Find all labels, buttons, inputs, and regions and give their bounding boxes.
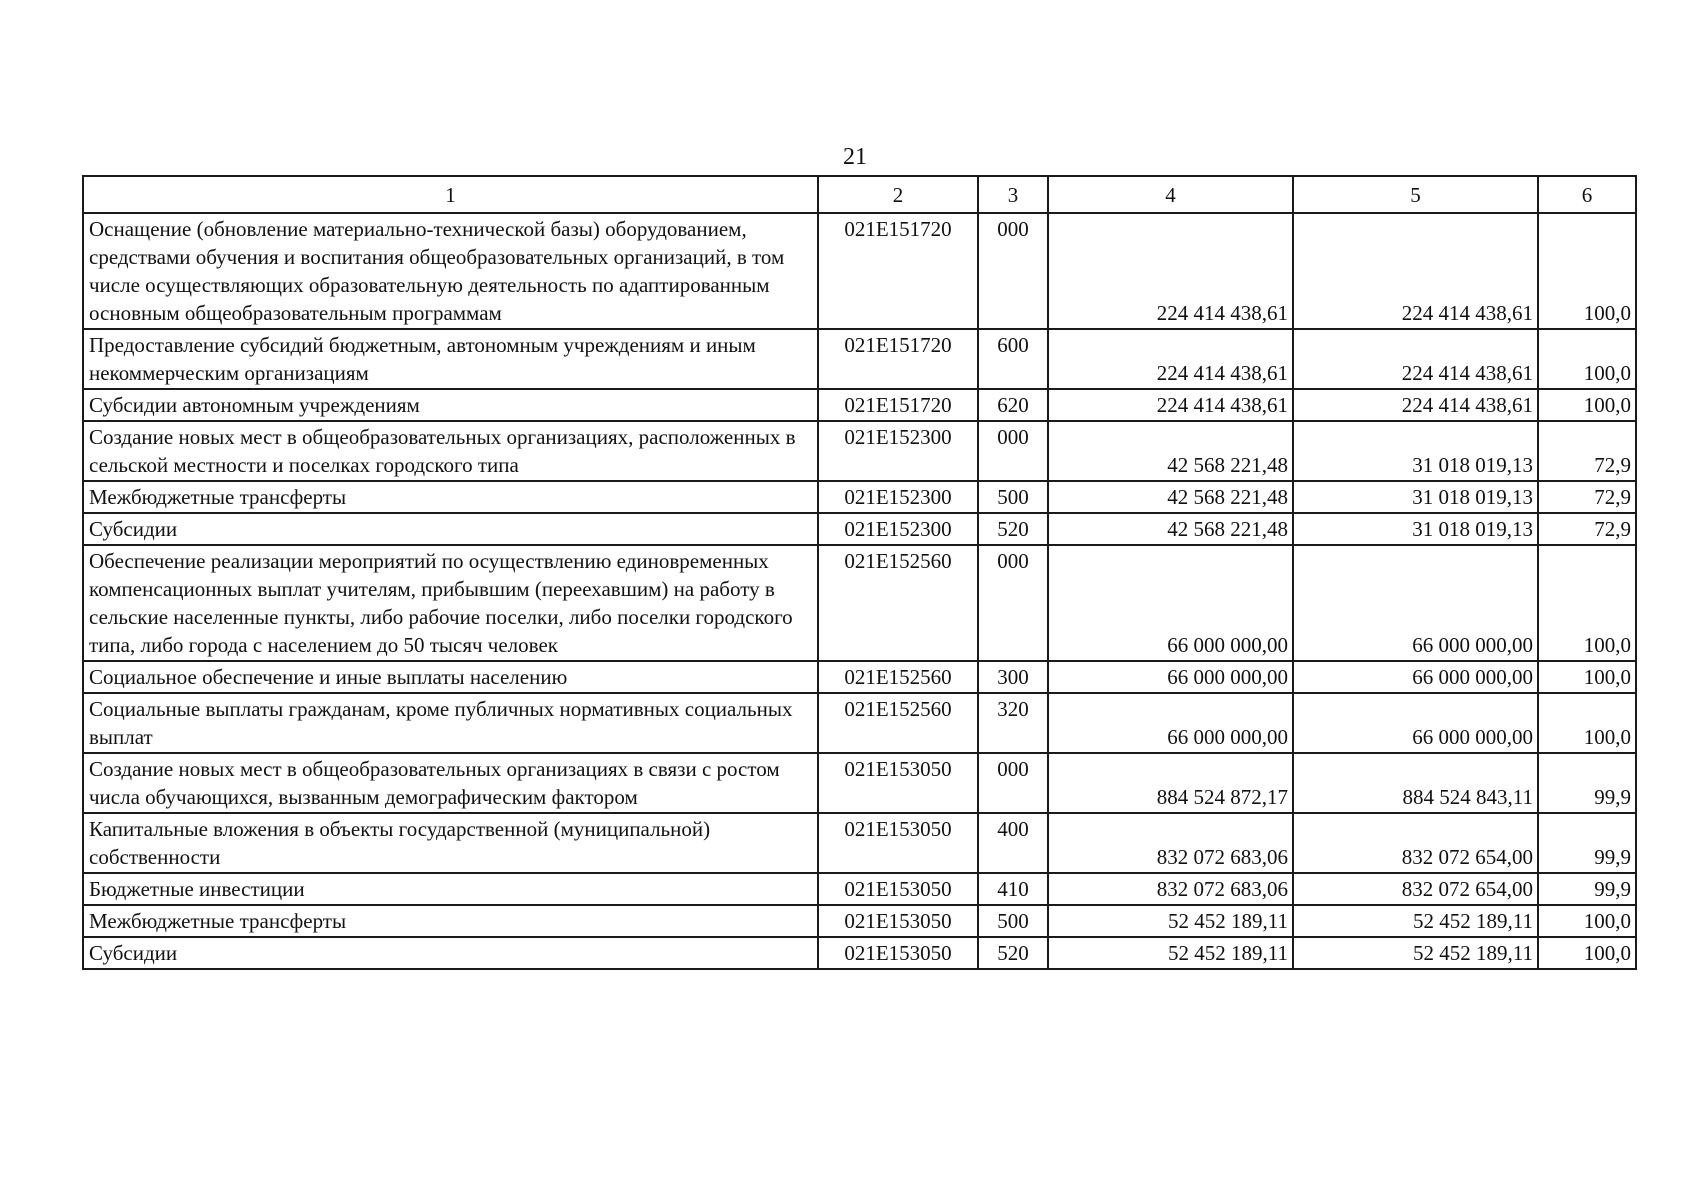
table-row <box>83 389 1636 421</box>
actual-amount: 884 524 843,11 <box>1293 753 1538 813</box>
column-header-1: 1 <box>83 176 818 213</box>
target-article-code: 021E153050 <box>818 937 978 969</box>
table-row <box>83 329 1636 389</box>
target-article-code: 021E151720 <box>818 389 978 421</box>
table-row <box>83 813 1636 873</box>
planned-amount: 224 414 438,61 <box>1048 389 1293 421</box>
execution-percent: 100,0 <box>1538 661 1636 693</box>
actual-amount: 66 000 000,00 <box>1293 693 1538 753</box>
table-row <box>83 937 1636 969</box>
execution-percent: 100,0 <box>1538 937 1636 969</box>
actual-amount: 224 414 438,61 <box>1293 389 1538 421</box>
target-article-code: 021E151720 <box>818 213 978 329</box>
table-row <box>83 905 1636 937</box>
expense-description: Межбюджетные трансферты <box>83 481 818 513</box>
expense-description: Субсидии <box>83 937 818 969</box>
actual-amount: 31 018 019,13 <box>1293 421 1538 481</box>
table-row <box>83 693 1636 753</box>
expense-description: Межбюджетные трансферты <box>83 905 818 937</box>
planned-amount: 52 452 189,11 <box>1048 905 1293 937</box>
target-article-code: 021E152300 <box>818 513 978 545</box>
table-row <box>83 661 1636 693</box>
execution-percent: 72,9 <box>1538 421 1636 481</box>
execution-percent: 100,0 <box>1538 389 1636 421</box>
expense-type-code: 600 <box>978 329 1048 389</box>
planned-amount: 884 524 872,17 <box>1048 753 1293 813</box>
expense-type-code: 000 <box>978 213 1048 329</box>
actual-amount: 31 018 019,13 <box>1293 513 1538 545</box>
target-article-code: 021E152300 <box>818 421 978 481</box>
planned-amount: 42 568 221,48 <box>1048 421 1293 481</box>
expense-description: Создание новых мест в общеобразовательных организациях, расположенных в сельской местности и поселках городского типа <box>83 421 818 481</box>
target-article-code: 021E152560 <box>818 661 978 693</box>
expense-description: Бюджетные инвестиции <box>83 873 818 905</box>
expense-type-code: 500 <box>978 481 1048 513</box>
expense-description: Обеспечение реализации мероприятий по осуществлению единовременных компенсационных выплат учителям, прибывшим (переехавшим) на работу в сельские населенные пункты, либо рабочие поселки, либо поселки городского типа, либо города с населением до 50 тысяч человек <box>83 545 818 661</box>
actual-amount: 224 414 438,61 <box>1293 213 1538 329</box>
target-article-code: 021E152560 <box>818 545 978 661</box>
expense-type-code: 400 <box>978 813 1048 873</box>
table-row <box>83 481 1636 513</box>
expense-description: Социальное обеспечение и иные выплаты населению <box>83 661 818 693</box>
column-header-3: 3 <box>978 176 1048 213</box>
expense-description: Субсидии автономным учреждениям <box>83 389 818 421</box>
table-row <box>83 213 1636 329</box>
target-article-code: 021E152300 <box>818 481 978 513</box>
column-header-5: 5 <box>1293 176 1538 213</box>
expense-type-code: 300 <box>978 661 1048 693</box>
actual-amount: 52 452 189,11 <box>1293 905 1538 937</box>
planned-amount: 42 568 221,48 <box>1048 481 1293 513</box>
execution-percent: 100,0 <box>1538 905 1636 937</box>
execution-percent: 99,9 <box>1538 753 1636 813</box>
column-number-header-row <box>83 176 1636 213</box>
expense-description: Социальные выплаты гражданам, кроме публичных нормативных социальных выплат <box>83 693 818 753</box>
expense-description: Оснащение (обновление материально-технической базы) оборудованием, средствами обучения и воспитания общеобразовательных организаций, в том числе осуществляющих образовательную деятельность по адаптированным основным общеобразовательным программам <box>83 213 818 329</box>
actual-amount: 52 452 189,11 <box>1293 937 1538 969</box>
budget-execution-table <box>82 175 1637 970</box>
execution-percent: 72,9 <box>1538 513 1636 545</box>
expense-type-code: 520 <box>978 937 1048 969</box>
table-row <box>83 753 1636 813</box>
actual-amount: 66 000 000,00 <box>1293 545 1538 661</box>
page-number: 21 <box>843 144 867 170</box>
target-article-code: 021E153050 <box>818 873 978 905</box>
actual-amount: 66 000 000,00 <box>1293 661 1538 693</box>
expense-type-code: 320 <box>978 693 1048 753</box>
expense-description: Капитальные вложения в объекты государственной (муниципальной) собственности <box>83 813 818 873</box>
actual-amount: 31 018 019,13 <box>1293 481 1538 513</box>
planned-amount: 224 414 438,61 <box>1048 329 1293 389</box>
target-article-code: 021E152560 <box>818 693 978 753</box>
table-row <box>83 421 1636 481</box>
planned-amount: 66 000 000,00 <box>1048 693 1293 753</box>
table-row <box>83 545 1636 661</box>
planned-amount: 52 452 189,11 <box>1048 937 1293 969</box>
execution-percent: 100,0 <box>1538 213 1636 329</box>
execution-percent: 99,9 <box>1538 813 1636 873</box>
execution-percent: 99,9 <box>1538 873 1636 905</box>
execution-percent: 72,9 <box>1538 481 1636 513</box>
table-row <box>83 513 1636 545</box>
planned-amount: 66 000 000,00 <box>1048 545 1293 661</box>
column-header-2: 2 <box>818 176 978 213</box>
execution-percent: 100,0 <box>1538 329 1636 389</box>
planned-amount: 224 414 438,61 <box>1048 213 1293 329</box>
planned-amount: 66 000 000,00 <box>1048 661 1293 693</box>
expense-description: Создание новых мест в общеобразовательных организациях в связи с ростом числа обучающихся, вызванным демографическим фактором <box>83 753 818 813</box>
expense-type-code: 000 <box>978 753 1048 813</box>
target-article-code: 021E153050 <box>818 813 978 873</box>
actual-amount: 832 072 654,00 <box>1293 813 1538 873</box>
expense-type-code: 620 <box>978 389 1048 421</box>
actual-amount: 224 414 438,61 <box>1293 329 1538 389</box>
expense-type-code: 500 <box>978 905 1048 937</box>
expense-description: Предоставление субсидий бюджетным, автономным учреждениям и иным некоммерческим организациям <box>83 329 818 389</box>
expense-type-code: 000 <box>978 545 1048 661</box>
expense-type-code: 410 <box>978 873 1048 905</box>
target-article-code: 021E153050 <box>818 905 978 937</box>
execution-percent: 100,0 <box>1538 545 1636 661</box>
expense-description: Субсидии <box>83 513 818 545</box>
execution-percent: 100,0 <box>1538 693 1636 753</box>
actual-amount: 832 072 654,00 <box>1293 873 1538 905</box>
table-row <box>83 873 1636 905</box>
planned-amount: 832 072 683,06 <box>1048 813 1293 873</box>
expense-type-code: 520 <box>978 513 1048 545</box>
planned-amount: 42 568 221,48 <box>1048 513 1293 545</box>
target-article-code: 021E151720 <box>818 329 978 389</box>
target-article-code: 021E153050 <box>818 753 978 813</box>
planned-amount: 832 072 683,06 <box>1048 873 1293 905</box>
column-header-4: 4 <box>1048 176 1293 213</box>
column-header-6: 6 <box>1538 176 1636 213</box>
expense-type-code: 000 <box>978 421 1048 481</box>
